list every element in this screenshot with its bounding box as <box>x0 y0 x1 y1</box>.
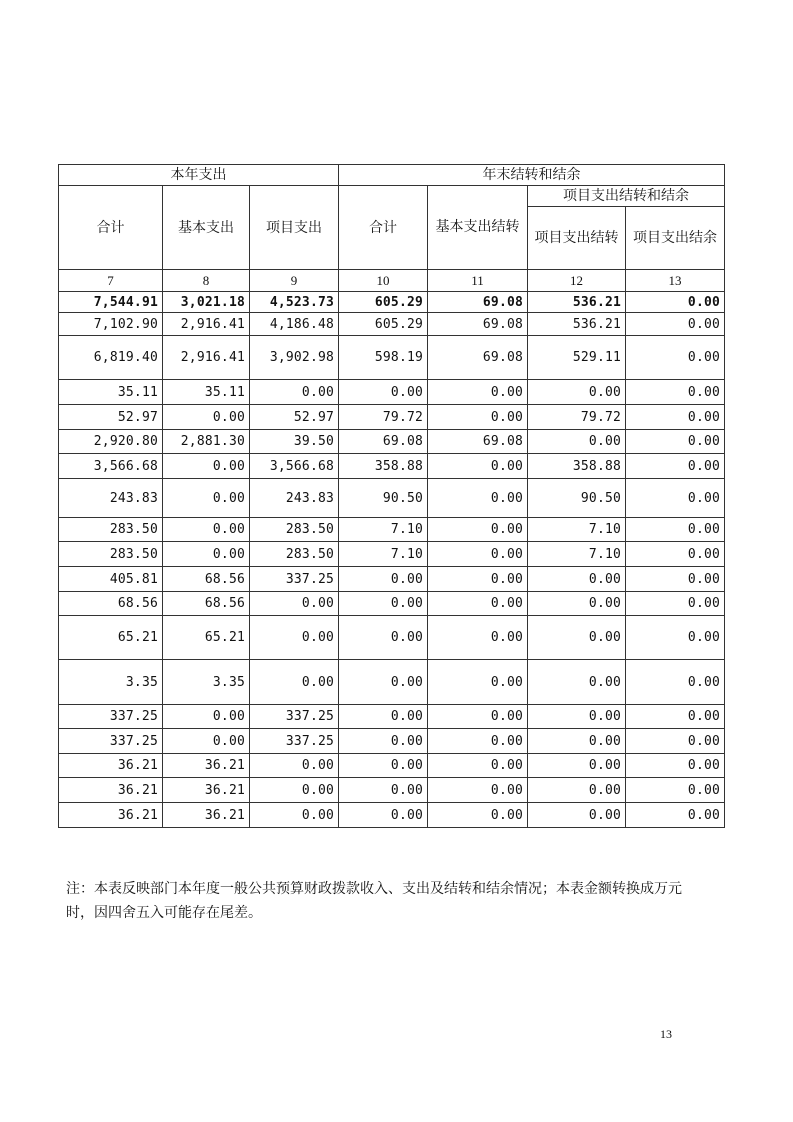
table-cell: 79.72 <box>528 405 626 430</box>
col-index: 12 <box>528 270 626 292</box>
table-cell: 2,916.41 <box>163 336 250 380</box>
table-cell: 0.00 <box>528 778 626 803</box>
table-cell: 7,544.91 <box>59 292 163 313</box>
table-cell: 0.00 <box>428 567 528 592</box>
table-cell: 536.21 <box>528 292 626 313</box>
table-cell: 0.00 <box>626 454 725 479</box>
table-cell: 0.00 <box>528 660 626 705</box>
table-cell: 36.21 <box>59 778 163 803</box>
table-cell: 337.25 <box>59 729 163 754</box>
table-cell: 7.10 <box>528 518 626 542</box>
table-cell: 3.35 <box>163 660 250 705</box>
table-cell: 0.00 <box>528 754 626 778</box>
table-cell: 0.00 <box>528 430 626 454</box>
table-row <box>59 778 725 803</box>
table-row <box>59 518 725 542</box>
table-cell: 358.88 <box>528 454 626 479</box>
table-cell: 0.00 <box>163 729 250 754</box>
table-cell: 0.00 <box>428 705 528 729</box>
table-cell: 0.00 <box>339 803 428 828</box>
table-cell: 0.00 <box>250 616 339 660</box>
table-cell: 0.00 <box>626 380 725 405</box>
col-index: 10 <box>339 270 428 292</box>
table-cell: 0.00 <box>428 479 528 518</box>
table-cell: 3.35 <box>59 660 163 705</box>
table-cell: 69.08 <box>339 430 428 454</box>
table-cell: 2,916.41 <box>163 313 250 336</box>
table-cell: 0.00 <box>428 754 528 778</box>
table-cell: 4,186.48 <box>250 313 339 336</box>
table-row <box>59 729 725 754</box>
footnote: 注：本表反映部门本年度一般公共预算财政拨款收入、支出及结转和结余情况；本表金额转换成万元时，因四舍五入可能存在尾差。 <box>66 881 682 921</box>
col-header-project: 项目支出 <box>250 186 339 270</box>
table-cell: 0.00 <box>626 336 725 380</box>
table-cell: 7.10 <box>528 542 626 567</box>
table-cell: 0.00 <box>528 592 626 616</box>
table-cell: 0.00 <box>626 479 725 518</box>
table-row <box>59 479 725 518</box>
table-cell: 0.00 <box>428 592 528 616</box>
table-cell: 0.00 <box>626 313 725 336</box>
table-cell: 605.29 <box>339 292 428 313</box>
table-cell: 35.11 <box>163 380 250 405</box>
table-cell: 283.50 <box>250 542 339 567</box>
table-cell: 52.97 <box>59 405 163 430</box>
table-row <box>59 380 725 405</box>
table-cell: 69.08 <box>428 430 528 454</box>
table-cell: 536.21 <box>528 313 626 336</box>
col-index: 11 <box>428 270 528 292</box>
table-cell: 7.10 <box>339 542 428 567</box>
col-header-year-end-total: 合计 <box>339 186 428 270</box>
table-cell: 0.00 <box>428 380 528 405</box>
col-header-project-carryover: 项目支出结转 <box>528 207 626 270</box>
table-row <box>59 567 725 592</box>
table-cell: 0.00 <box>339 380 428 405</box>
table-cell: 0.00 <box>428 518 528 542</box>
table-row <box>59 336 725 380</box>
table-row <box>59 313 725 336</box>
table-body <box>59 292 725 828</box>
table-row <box>59 705 725 729</box>
table-row <box>59 754 725 778</box>
table-cell: 0.00 <box>626 616 725 660</box>
table-cell: 598.19 <box>339 336 428 380</box>
table-cell: 0.00 <box>339 567 428 592</box>
table-cell: 0.00 <box>250 380 339 405</box>
table-cell: 69.08 <box>428 336 528 380</box>
col-header-basic-carryover: 基本支出结转 <box>428 186 528 270</box>
table-cell: 405.81 <box>59 567 163 592</box>
table-cell: 0.00 <box>528 380 626 405</box>
table-cell: 0.00 <box>428 729 528 754</box>
table-cell: 3,021.18 <box>163 292 250 313</box>
table-cell: 3,566.68 <box>59 454 163 479</box>
table-cell: 529.11 <box>528 336 626 380</box>
table-cell: 69.08 <box>428 292 528 313</box>
table-cell: 3,902.98 <box>250 336 339 380</box>
table-cell: 0.00 <box>428 454 528 479</box>
table-cell: 0.00 <box>626 430 725 454</box>
table-cell: 69.08 <box>428 313 528 336</box>
table-cell: 0.00 <box>626 542 725 567</box>
col-index: 9 <box>250 270 339 292</box>
table-cell: 0.00 <box>626 803 725 828</box>
table-cell: 65.21 <box>59 616 163 660</box>
table-cell: 0.00 <box>528 705 626 729</box>
table-cell: 0.00 <box>626 292 725 313</box>
table-row <box>59 454 725 479</box>
table-row <box>59 592 725 616</box>
header-current-year-expenditure: 本年支出 <box>59 165 339 186</box>
table-cell: 358.88 <box>339 454 428 479</box>
table-cell: 283.50 <box>59 542 163 567</box>
table-cell: 605.29 <box>339 313 428 336</box>
col-header-basic: 基本支出 <box>163 186 250 270</box>
table-cell: 6,819.40 <box>59 336 163 380</box>
table-cell: 0.00 <box>428 778 528 803</box>
table-cell: 36.21 <box>163 754 250 778</box>
table-cell: 243.83 <box>250 479 339 518</box>
table-cell: 0.00 <box>428 405 528 430</box>
table-row <box>59 616 725 660</box>
col-header-project-surplus: 项目支出结余 <box>626 207 725 270</box>
table-cell: 0.00 <box>626 778 725 803</box>
table-cell: 3,566.68 <box>250 454 339 479</box>
col-index: 8 <box>163 270 250 292</box>
col-index: 7 <box>59 270 163 292</box>
table-cell: 337.25 <box>250 705 339 729</box>
table-cell: 7,102.90 <box>59 313 163 336</box>
table-cell: 0.00 <box>250 778 339 803</box>
table-row <box>59 430 725 454</box>
table-cell: 7.10 <box>339 518 428 542</box>
table-cell: 0.00 <box>339 616 428 660</box>
table-cell: 0.00 <box>163 454 250 479</box>
table-cell: 2,881.30 <box>163 430 250 454</box>
table-cell: 0.00 <box>626 567 725 592</box>
table-cell: 0.00 <box>339 705 428 729</box>
total-row <box>59 292 725 313</box>
table-cell: 79.72 <box>339 405 428 430</box>
table-row <box>59 803 725 828</box>
table-cell: 0.00 <box>250 592 339 616</box>
table-cell: 0.00 <box>163 518 250 542</box>
budget-table <box>58 164 725 828</box>
table-cell: 0.00 <box>339 778 428 803</box>
table-cell: 0.00 <box>428 803 528 828</box>
table-cell: 68.56 <box>59 592 163 616</box>
table-cell: 0.00 <box>626 592 725 616</box>
table-cell: 36.21 <box>163 803 250 828</box>
table-cell: 0.00 <box>626 405 725 430</box>
table-cell: 0.00 <box>626 754 725 778</box>
table-cell: 0.00 <box>339 660 428 705</box>
table-cell: 243.83 <box>59 479 163 518</box>
table-cell: 52.97 <box>250 405 339 430</box>
table-cell: 0.00 <box>528 729 626 754</box>
table-cell: 337.25 <box>250 567 339 592</box>
page-number: 13 <box>660 1027 672 1041</box>
table-cell: 0.00 <box>528 803 626 828</box>
table-cell: 0.00 <box>528 616 626 660</box>
table-cell: 0.00 <box>428 542 528 567</box>
table-cell: 0.00 <box>339 754 428 778</box>
table-cell: 0.00 <box>339 729 428 754</box>
table-row <box>59 405 725 430</box>
table-cell: 39.50 <box>250 430 339 454</box>
table-cell: 0.00 <box>250 660 339 705</box>
table-cell: 0.00 <box>528 567 626 592</box>
table-cell: 35.11 <box>59 380 163 405</box>
table-cell: 0.00 <box>250 803 339 828</box>
table-row <box>59 542 725 567</box>
table-row <box>59 660 725 705</box>
table-cell: 65.21 <box>163 616 250 660</box>
table-cell: 0.00 <box>163 479 250 518</box>
header-project-balance: 项目支出结转和结余 <box>528 186 725 207</box>
table-cell: 283.50 <box>250 518 339 542</box>
table-cell: 283.50 <box>59 518 163 542</box>
table-cell: 90.50 <box>339 479 428 518</box>
table-cell: 0.00 <box>163 542 250 567</box>
table-cell: 0.00 <box>163 705 250 729</box>
header-year-end-balance: 年末结转和结余 <box>339 165 725 186</box>
table-cell: 0.00 <box>626 518 725 542</box>
table-cell: 0.00 <box>626 705 725 729</box>
col-header-total: 合计 <box>59 186 163 270</box>
table-cell: 0.00 <box>163 405 250 430</box>
table-cell: 2,920.80 <box>59 430 163 454</box>
table-cell: 90.50 <box>528 479 626 518</box>
table-cell: 337.25 <box>59 705 163 729</box>
table-cell: 0.00 <box>626 729 725 754</box>
table-cell: 36.21 <box>163 778 250 803</box>
col-index: 13 <box>626 270 725 292</box>
table-cell: 0.00 <box>250 754 339 778</box>
table-cell: 0.00 <box>339 592 428 616</box>
table-cell: 0.00 <box>626 660 725 705</box>
table-cell: 36.21 <box>59 754 163 778</box>
table-cell: 0.00 <box>428 616 528 660</box>
table-cell: 337.25 <box>250 729 339 754</box>
table-cell: 4,523.73 <box>250 292 339 313</box>
table-cell: 0.00 <box>428 660 528 705</box>
table-cell: 68.56 <box>163 567 250 592</box>
table-cell: 36.21 <box>59 803 163 828</box>
table-cell: 68.56 <box>163 592 250 616</box>
